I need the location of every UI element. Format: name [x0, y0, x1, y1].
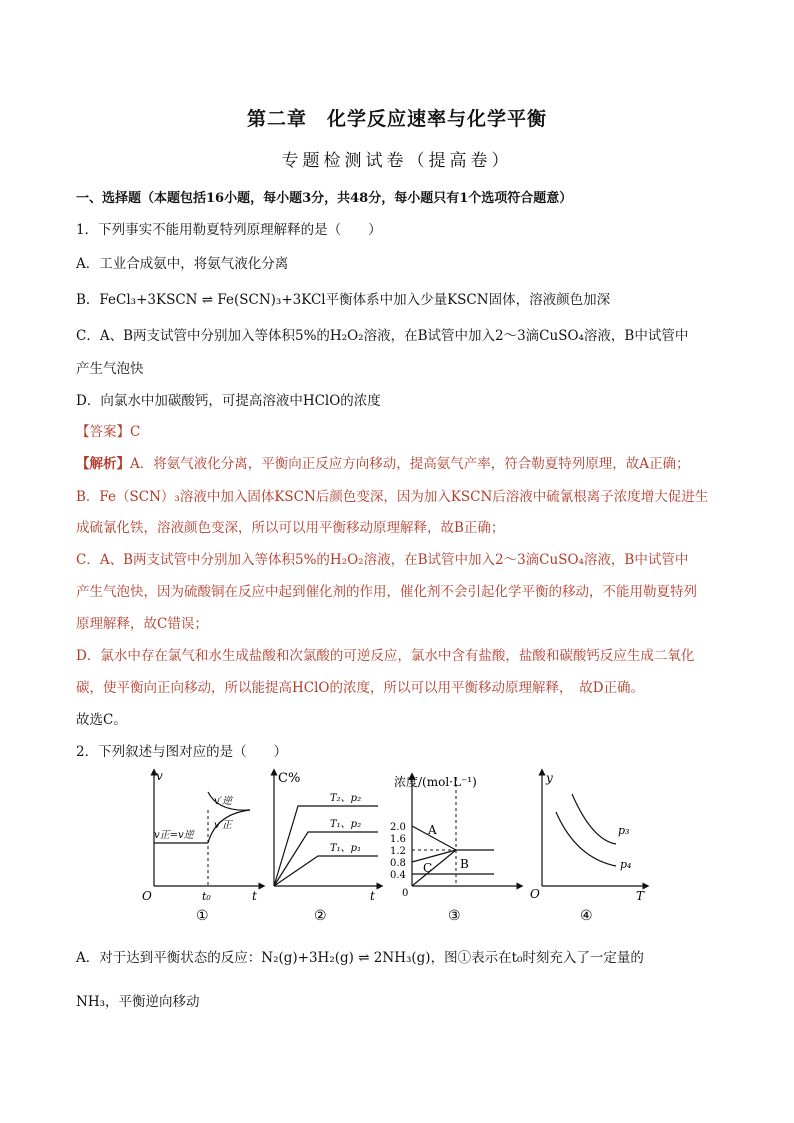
q1-option-c-line2: 产生气泡快 — [76, 361, 144, 377]
fig1-label: ① — [196, 908, 209, 924]
fig1-t0-label: t₀ — [202, 890, 211, 903]
q1-analysis-d2: 碳，使平衡向正向移动，所以能提高HClO的浓度，所以可以用平衡移动原理解释， 故D正确。 — [76, 680, 645, 696]
fig2-y-label: C% — [278, 771, 301, 786]
fig1-equilibrium-label: v正=v逆 — [154, 830, 194, 841]
fig2-curve-3: T₁、p₁ — [330, 843, 362, 854]
q2-option-a-rest: ，图①表示在t₀时刻充入了一定量的 — [430, 950, 644, 966]
q1-analysis-c3: 原理解释，故C错误； — [76, 616, 208, 632]
fig4-origin: O — [530, 887, 540, 901]
fig3-tick-2.0: 2.0 — [390, 822, 406, 833]
q1-analysis-a — [76, 452, 690, 472]
q1-option-a: A．工业合成氨中，将氨气液化分离 — [76, 256, 289, 272]
fig1-x-label: t — [252, 889, 257, 903]
q1-answer: 【答案】C — [76, 424, 141, 440]
fig1-v-reverse: v′逆 — [214, 796, 232, 807]
q1-analysis-d1: D．氯水中存在氯气和水生成盐酸和次氯酸的可逆反应，氯水中含有盐酸，盐酸和碳酸钙反应生成二氧化 — [76, 648, 695, 664]
q1-option-b-rest: 平衡体系中加入少量KSCN固体，溶液颜色加深 — [325, 292, 611, 308]
page-subtitle: 专题检测试卷（提高卷） — [281, 151, 513, 171]
fig3-curve-a: A — [428, 823, 437, 837]
figure-2 — [274, 771, 380, 924]
page-title: 第二章 化学反应速率与化学平衡 — [246, 108, 547, 130]
q1-option-c-line1: C．A、B两支试管中分别加入等体积5%的H₂O₂溶液，在B试管中加入2～3滴CuSO₄溶液，B中试管中 — [76, 328, 689, 344]
figure-3 — [390, 774, 520, 924]
fig3-tick-0.8: 0.8 — [390, 858, 406, 869]
q1-analysis-b1: B．Fe（SCN）₃溶液中加入固体KSCN后颜色变深，因为加入KSCN后溶液中硫氰根离子浓度增大促进生 — [76, 489, 709, 505]
fig3-label: ③ — [448, 908, 461, 924]
fig4-x-label: T — [636, 889, 645, 903]
fig3-y-label: 浓度/(mol·L⁻¹) — [394, 775, 477, 789]
q2-option-a-prefix: A．对于达到平衡状态的反应： — [76, 950, 262, 966]
fig3-tick-1.6: 1.6 — [390, 834, 406, 845]
q1-analysis-c1: C．A、B两支试管中分别加入等体积5%的H₂O₂溶液，在B试管中加入2～3滴CuSO₄溶液，B中试管中 — [76, 552, 689, 568]
fig3-origin: 0 — [402, 888, 409, 899]
fig3-tick-1.2: 1.2 — [390, 846, 406, 857]
q1-analysis-c2: 产生气泡快，因为硫酸铜在反应中起到催化剂的作用，催化剂不会引起化学平衡的移动，不能用勒夏特列 — [76, 584, 697, 600]
fig2-label: ② — [314, 908, 327, 924]
q1-option-b-equation: FeCl₃+3KSCN ⇌ Fe(SCN)₃+3KCl — [99, 292, 326, 308]
fig1-v-forward: v′正 — [214, 820, 232, 831]
q2-figures — [140, 768, 660, 928]
analysis-a-text: A．将氨气液化分离，平衡向正反应方向移动，提高氨气产率，符合勒夏特列原理，故A正确； — [130, 456, 690, 472]
q1-option-d: D．向氯水中加碳酸钙，可提高溶液中HClO的浓度 — [76, 393, 381, 409]
fig2-x-label: t — [370, 889, 375, 903]
fig3-curve-b: B — [460, 857, 469, 871]
q1-analysis-b2: 成硫氰化铁，溶液颜色变深，所以可以用平衡移动原理解释，故B正确； — [76, 520, 505, 536]
fig4-curve-p4: p₄ — [620, 858, 632, 871]
fig1-y-label: v — [156, 769, 163, 783]
q2-option-a-line2: NH₃，平衡逆向移动 — [76, 994, 200, 1010]
figure-1 — [142, 769, 262, 924]
q2-option-a-equation: N₂(g)+3H₂(g) ⇌ 2NH₃(g) — [261, 950, 431, 966]
analysis-label: 【解析】 — [76, 456, 130, 472]
q1-stem: 1．下列事实不能用勒夏特列原理解释的是（ ） — [76, 222, 382, 238]
fig1-origin: O — [142, 889, 152, 903]
fig4-y-label: y — [546, 771, 553, 785]
fig2-curve-2: T₁、p₂ — [330, 819, 362, 830]
section-heading: 一、选择题（本题包括16小题，每小题3分，共48分，每小题只有1个选项符合题意） — [76, 191, 573, 206]
fig4-label: ④ — [580, 908, 593, 924]
figure-4 — [530, 771, 646, 924]
fig4-curve-p3: p₃ — [618, 824, 630, 837]
q2-option-a-line1 — [76, 946, 644, 966]
q1-option-b — [76, 288, 610, 308]
q2-stem: 2．下列叙述与图对应的是（ ） — [76, 744, 288, 760]
q1-option-b-prefix: B． — [76, 292, 100, 308]
fig3-tick-0.4: 0.4 — [390, 870, 406, 881]
q1-conclusion: 故选C。 — [76, 712, 127, 728]
fig2-curve-1: T₂、p₂ — [330, 793, 362, 804]
fig3-curve-c: C — [423, 861, 433, 875]
